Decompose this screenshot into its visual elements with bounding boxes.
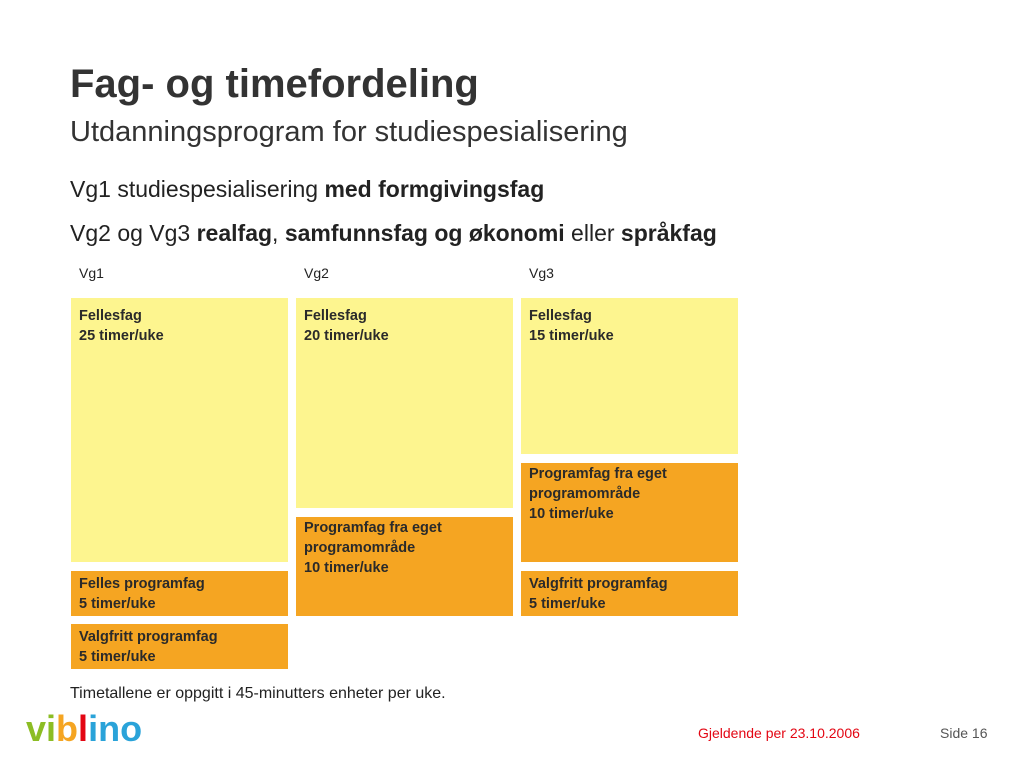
line2-realfag: realfag xyxy=(196,220,273,246)
column-label-vg3: Vg3 xyxy=(529,265,554,281)
vg3-programfag-hours: 10 timer/uke xyxy=(529,506,614,522)
page-title: Fag- og timefordeling xyxy=(70,62,479,106)
vg3-fellesfag-block xyxy=(521,298,738,454)
vg3-programfag-block xyxy=(521,463,738,562)
line2-part2: , xyxy=(272,220,285,246)
column-label-vg2: Vg2 xyxy=(304,265,329,281)
page-number: Side 16 xyxy=(940,725,988,741)
page-subtitle: Utdanningsprogram for studiespesialisering xyxy=(70,116,628,148)
line2-samfunnsfag: samfunnsfag og økonomi xyxy=(284,220,565,246)
vg1-felles-programfag-hours: 5 timer/uke xyxy=(79,596,156,612)
program-line-vg2-vg3 xyxy=(70,220,717,247)
line1-normal: Vg1 studiespesialisering xyxy=(70,176,325,202)
vg2-programfag-name2: programområde xyxy=(304,540,416,556)
vg3-programfag-name1: Programfag fra eget xyxy=(529,466,667,482)
footnote: Timetallene er oppgitt i 45-minutters enheter per uke. xyxy=(70,685,446,702)
footer-date: Gjeldende per 23.10.2006 xyxy=(698,725,860,741)
vg2-programfag-block xyxy=(296,517,513,616)
vg3-fellesfag-hours: 15 timer/uke xyxy=(529,328,614,344)
vg2-fellesfag-block xyxy=(296,298,513,508)
vg1-valgfritt-programfag-block xyxy=(71,624,288,669)
vg1-fellesfag-block xyxy=(71,298,288,562)
line2-part3: eller xyxy=(564,220,621,246)
vg1-felles-programfag-block xyxy=(71,571,288,616)
program-line-vg1 xyxy=(70,176,544,203)
viblino-logo: viblino xyxy=(26,708,143,749)
vg1-fellesfag-hours: 25 timer/uke xyxy=(79,328,164,344)
vg1-fellesfag-name: Fellesfag xyxy=(79,308,142,324)
vg2-fellesfag-hours: 20 timer/uke xyxy=(304,328,389,344)
vg2-programfag-hours: 10 timer/uke xyxy=(304,560,389,576)
vg2-programfag-name1: Programfag fra eget xyxy=(304,520,442,536)
vg3-fellesfag-name: Fellesfag xyxy=(529,308,592,324)
line1-bold: med formgivingsfag xyxy=(324,176,545,202)
line2-part1: Vg2 og Vg3 xyxy=(70,220,197,246)
vg3-valgfritt-hours: 5 timer/uke xyxy=(529,596,606,612)
vg1-valgfritt-name: Valgfritt programfag xyxy=(79,629,218,645)
vg1-felles-programfag-name: Felles programfag xyxy=(79,576,205,592)
vg3-programfag-name2: programområde xyxy=(529,486,641,502)
vg2-fellesfag-name: Fellesfag xyxy=(304,308,367,324)
column-label-vg1: Vg1 xyxy=(79,265,104,281)
line2-sprakfag: språkfag xyxy=(620,220,717,246)
vg1-valgfritt-hours: 5 timer/uke xyxy=(79,649,156,665)
vg3-valgfritt-name: Valgfritt programfag xyxy=(529,576,668,592)
vg3-valgfritt-programfag-block xyxy=(521,571,738,616)
